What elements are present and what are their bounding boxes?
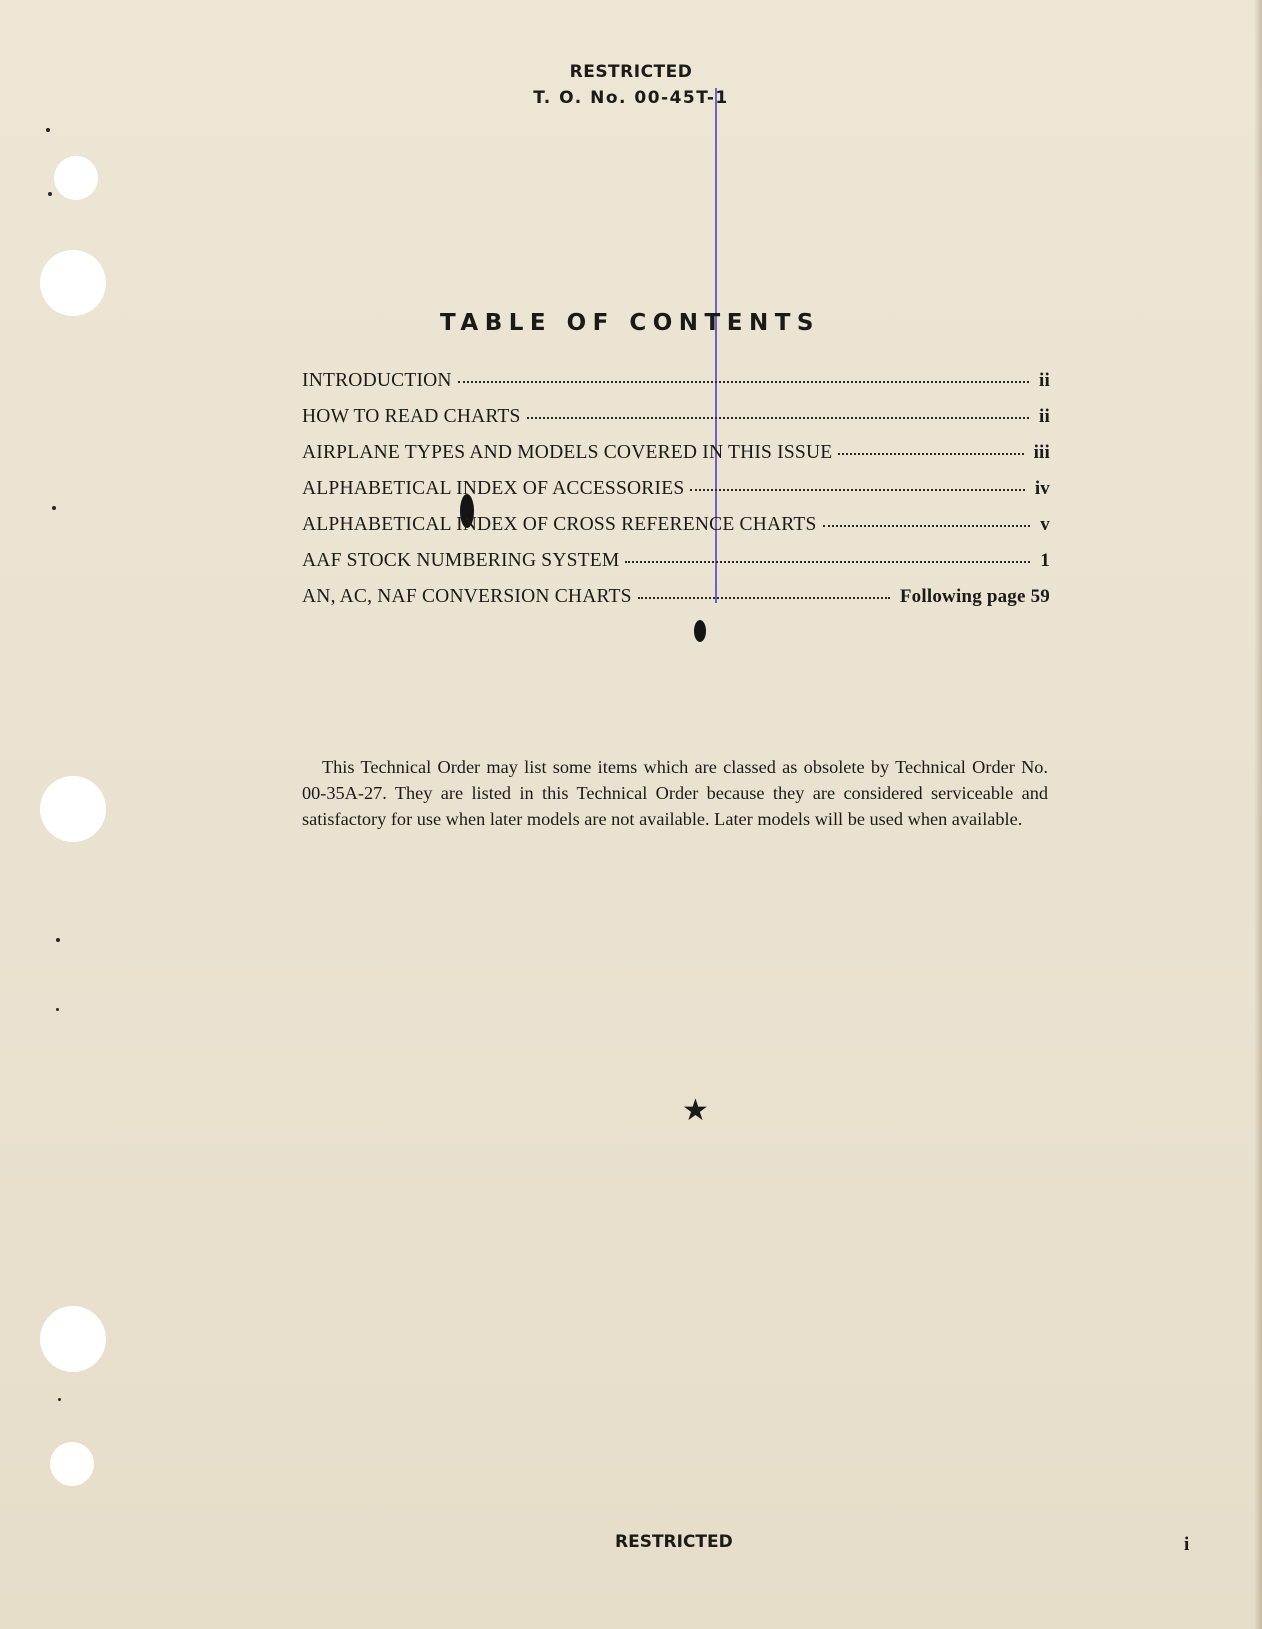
toc-entry bbox=[302, 370, 1050, 406]
punch-hole bbox=[40, 1306, 106, 1372]
star-ornament: ★ bbox=[682, 1093, 709, 1128]
toc-leader-dots bbox=[823, 524, 1031, 527]
toc-entry-label: ALPHABETICAL INDEX OF CROSS REFERENCE CHARTS bbox=[302, 514, 817, 535]
toc-entry-label: HOW TO READ CHARTS bbox=[302, 406, 521, 427]
toc-entry bbox=[302, 478, 1050, 514]
toc-entry-page: 1 bbox=[1040, 550, 1050, 571]
ink-blot bbox=[694, 620, 706, 642]
page-edge-shadow bbox=[1254, 0, 1262, 1629]
punch-hole bbox=[50, 1442, 94, 1486]
punch-hole bbox=[40, 776, 106, 842]
toc-entry-page: iv bbox=[1034, 478, 1050, 499]
toc-entry bbox=[302, 406, 1050, 442]
toc-entry-label: AAF STOCK NUMBERING SYSTEM bbox=[302, 550, 620, 571]
toc-leader-dots bbox=[527, 416, 1029, 419]
toc-entry-page: Following page 59 bbox=[899, 586, 1050, 607]
speck bbox=[48, 192, 52, 196]
toc-entry-page: v bbox=[1040, 514, 1050, 535]
speck bbox=[56, 1008, 59, 1011]
toc-entry-page: ii bbox=[1039, 406, 1050, 427]
header-classification: RESTRICTED bbox=[569, 62, 693, 82]
header-document-number: T. O. No. 00-45T-1 bbox=[533, 88, 729, 108]
toc-entry bbox=[302, 586, 1050, 622]
toc-entry-label: INTRODUCTION bbox=[302, 370, 452, 391]
toc-entry bbox=[302, 442, 1050, 478]
speck bbox=[56, 938, 60, 942]
speck bbox=[46, 128, 50, 132]
toc-entry bbox=[302, 550, 1050, 586]
toc-entry-label: ALPHABETICAL INDEX OF ACCESSORIES bbox=[302, 478, 685, 499]
toc-entry-page: ii bbox=[1039, 370, 1050, 391]
toc-entry-label: AIRPLANE TYPES AND MODELS COVERED IN THIS ISSUE bbox=[302, 442, 833, 463]
toc-entry bbox=[302, 514, 1050, 550]
punch-hole bbox=[54, 156, 98, 200]
speck bbox=[58, 1398, 61, 1401]
footer-classification: RESTRICTED bbox=[615, 1532, 733, 1552]
page-number: i bbox=[1184, 1534, 1190, 1555]
obsolete-items-note: This Technical Order may list some items which are classed as obsolete by Technical Order No. 00-35A-27. They are listed in this Technical Order because they are considered serviceable and satisfactory for use when later models are not available. Later models will be used when available. bbox=[302, 757, 1048, 830]
speck bbox=[52, 506, 56, 510]
toc-title: TABLE OF CONTENTS bbox=[440, 310, 820, 336]
toc-leader-dots bbox=[458, 380, 1029, 383]
toc-leader-dots bbox=[690, 488, 1024, 491]
toc-entry-page: iii bbox=[1033, 442, 1050, 463]
toc-leader-dots bbox=[625, 560, 1030, 563]
toc-leader-dots bbox=[638, 596, 890, 599]
toc-entry-label: AN, AC, NAF CONVERSION CHARTS bbox=[302, 586, 632, 607]
punch-hole bbox=[40, 250, 106, 316]
toc-list bbox=[302, 370, 1050, 622]
toc-leader-dots bbox=[838, 452, 1023, 455]
